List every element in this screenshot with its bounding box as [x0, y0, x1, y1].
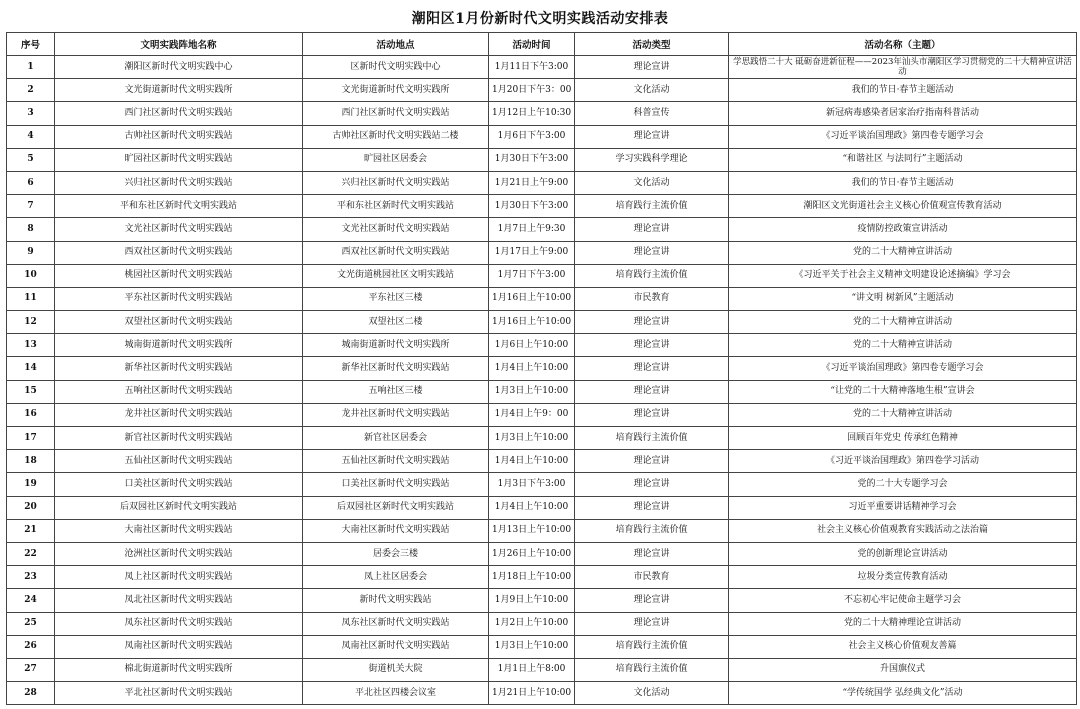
table-row	[7, 682, 1077, 705]
header-time: 活动时间	[489, 33, 575, 56]
cell-location: 凤上社区居委会	[303, 566, 489, 589]
cell-row-index: 10	[7, 264, 55, 287]
cell-venue-name: 古帅社区新时代文明实践站	[55, 125, 303, 148]
cell-venue-name: 龙井社区新时代文明实践站	[55, 403, 303, 426]
cell-venue-name: 新华社区新时代文明实践站	[55, 357, 303, 380]
cell-venue-name: 西门社区新时代文明实践站	[55, 102, 303, 125]
table-header-row	[7, 33, 1077, 56]
cell-activity-name: 《习近平谈治国理政》第四卷专题学习会	[729, 357, 1077, 380]
cell-venue-name: 兴归社区新时代文明实践站	[55, 171, 303, 194]
cell-location: 双望社区二楼	[303, 311, 489, 334]
cell-location: 文光社区新时代文明实践站	[303, 218, 489, 241]
table-row	[7, 380, 1077, 403]
cell-row-index: 9	[7, 241, 55, 264]
cell-activity-type: 理论宣讲	[575, 218, 729, 241]
cell-activity-name: 《习近平谈治国理政》第四卷学习活动	[729, 450, 1077, 473]
cell-activity-type: 理论宣讲	[575, 125, 729, 148]
cell-activity-type: 文化活动	[575, 79, 729, 102]
cell-time: 1月1日上午8:00	[489, 658, 575, 681]
cell-activity-name: 党的二十大精神理论宣讲活动	[729, 612, 1077, 635]
cell-row-index: 24	[7, 589, 55, 612]
table-row	[7, 125, 1077, 148]
cell-time: 1月30日下午3:00	[489, 148, 575, 171]
cell-activity-name: 党的二十大精神宣讲活动	[729, 241, 1077, 264]
cell-venue-name: 五响社区新时代文明实践站	[55, 380, 303, 403]
cell-row-index: 12	[7, 311, 55, 334]
cell-time: 1月4日上午10:00	[489, 357, 575, 380]
cell-location: 新时代文明实践站	[303, 589, 489, 612]
cell-activity-type: 培育践行主流价值	[575, 519, 729, 542]
cell-activity-name: 学思践悟二十大 砥砺奋进新征程——2023年汕头市潮阳区学习贯彻党的二十大精神宣讲活动	[729, 56, 1077, 79]
header-venue-name: 文明实践阵地名称	[55, 33, 303, 56]
cell-location: 文光街道桃园社区文明实践站	[303, 264, 489, 287]
header-activity-type: 活动类型	[575, 33, 729, 56]
cell-activity-name: 社会主义核心价值观教育实践活动之法治篇	[729, 519, 1077, 542]
table-row	[7, 658, 1077, 681]
cell-location: 五响社区三楼	[303, 380, 489, 403]
cell-row-index: 11	[7, 287, 55, 310]
cell-time: 1月21日上午9:00	[489, 171, 575, 194]
table-row	[7, 334, 1077, 357]
cell-location: 兴归社区新时代文明实践站	[303, 171, 489, 194]
cell-row-index: 3	[7, 102, 55, 125]
cell-location: 新华社区新时代文明实践站	[303, 357, 489, 380]
cell-venue-name: 口美社区新时代文明实践站	[55, 473, 303, 496]
cell-activity-type: 文化活动	[575, 682, 729, 705]
cell-activity-type: 市民教育	[575, 287, 729, 310]
cell-row-index: 19	[7, 473, 55, 496]
table-row	[7, 79, 1077, 102]
cell-activity-name: 党的二十大精神宣讲活动	[729, 403, 1077, 426]
cell-row-index: 17	[7, 427, 55, 450]
cell-activity-type: 学习实践科学理论	[575, 148, 729, 171]
cell-time: 1月2日上午10:00	[489, 612, 575, 635]
cell-row-index: 14	[7, 357, 55, 380]
cell-time: 1月20日下午3：00	[489, 79, 575, 102]
table-row	[7, 357, 1077, 380]
cell-row-index: 4	[7, 125, 55, 148]
table-row	[7, 264, 1077, 287]
cell-activity-type: 科普宣传	[575, 102, 729, 125]
cell-time: 1月12日上午10:30	[489, 102, 575, 125]
table-row	[7, 612, 1077, 635]
cell-time: 1月11日下午3:00	[489, 56, 575, 79]
cell-time: 1月16日上午10:00	[489, 287, 575, 310]
cell-venue-name: 桃园社区新时代文明实践站	[55, 264, 303, 287]
cell-row-index: 20	[7, 496, 55, 519]
cell-time: 1月16日上午10:00	[489, 311, 575, 334]
cell-activity-name: 不忘初心牢记使命主题学习会	[729, 589, 1077, 612]
cell-row-index: 28	[7, 682, 55, 705]
header-location: 活动地点	[303, 33, 489, 56]
cell-activity-type: 培育践行主流价值	[575, 195, 729, 218]
cell-venue-name: 大南社区新时代文明实践站	[55, 519, 303, 542]
cell-row-index: 16	[7, 403, 55, 426]
cell-time: 1月3日下午3:00	[489, 473, 575, 496]
cell-row-index: 27	[7, 658, 55, 681]
cell-time: 1月6日上午10:00	[489, 334, 575, 357]
cell-row-index: 5	[7, 148, 55, 171]
cell-time: 1月30日下午3:00	[489, 195, 575, 218]
table-row	[7, 311, 1077, 334]
table-row	[7, 542, 1077, 565]
cell-location: 平北社区四楼会议室	[303, 682, 489, 705]
cell-location: 街道机关大院	[303, 658, 489, 681]
table-row	[7, 566, 1077, 589]
cell-time: 1月9日上午10:00	[489, 589, 575, 612]
cell-location: 五仙社区新时代文明实践站	[303, 450, 489, 473]
cell-location: 平东社区三楼	[303, 287, 489, 310]
cell-venue-name: 新官社区新时代文明实践站	[55, 427, 303, 450]
cell-activity-type: 理论宣讲	[575, 56, 729, 79]
cell-row-index: 22	[7, 542, 55, 565]
table-body	[7, 56, 1077, 705]
cell-row-index: 8	[7, 218, 55, 241]
table-row	[7, 427, 1077, 450]
table-row	[7, 473, 1077, 496]
cell-activity-type: 理论宣讲	[575, 241, 729, 264]
cell-location: 西门社区新时代文明实践站	[303, 102, 489, 125]
cell-location: 文光街道新时代文明实践所	[303, 79, 489, 102]
cell-location: 口美社区新时代文明实践站	[303, 473, 489, 496]
cell-time: 1月3日上午10:00	[489, 380, 575, 403]
cell-activity-type: 理论宣讲	[575, 403, 729, 426]
cell-row-index: 15	[7, 380, 55, 403]
table-row	[7, 218, 1077, 241]
cell-activity-type: 培育践行主流价值	[575, 264, 729, 287]
cell-venue-name: 平东社区新时代文明实践站	[55, 287, 303, 310]
table-row	[7, 102, 1077, 125]
cell-venue-name: 城南街道新时代文明实践所	[55, 334, 303, 357]
cell-row-index: 21	[7, 519, 55, 542]
cell-time: 1月21日上午10:00	[489, 682, 575, 705]
schedule-table	[6, 32, 1077, 705]
table-row	[7, 287, 1077, 310]
table-row	[7, 403, 1077, 426]
cell-venue-name: 平北社区新时代文明实践站	[55, 682, 303, 705]
cell-time: 1月4日上午10:00	[489, 496, 575, 519]
cell-time: 1月4日上午10:00	[489, 450, 575, 473]
table-row	[7, 195, 1077, 218]
cell-activity-name: “学传统国学 弘经典文化”活动	[729, 682, 1077, 705]
cell-activity-name: 疫情防控政策宣讲活动	[729, 218, 1077, 241]
cell-venue-name: 凤南社区新时代文明实践站	[55, 635, 303, 658]
cell-location: 城南街道新时代文明实践所	[303, 334, 489, 357]
cell-activity-type: 理论宣讲	[575, 357, 729, 380]
cell-activity-type: 理论宣讲	[575, 589, 729, 612]
cell-location: 区新时代文明实践中心	[303, 56, 489, 79]
cell-activity-name: “让党的二十大精神落地生根”宣讲会	[729, 380, 1077, 403]
cell-time: 1月4日上午9：00	[489, 403, 575, 426]
header-index: 序号	[7, 33, 55, 56]
cell-time: 1月6日下午3:00	[489, 125, 575, 148]
cell-activity-name: 垃圾分类宣传教育活动	[729, 566, 1077, 589]
cell-location: 西双社区新时代文明实践站	[303, 241, 489, 264]
cell-time: 1月7日上午9:30	[489, 218, 575, 241]
cell-row-index: 2	[7, 79, 55, 102]
table-row	[7, 589, 1077, 612]
cell-time: 1月18日上午10:00	[489, 566, 575, 589]
cell-activity-name: 回顾百年党史 传承红色精神	[729, 427, 1077, 450]
cell-location: 后双园社区新时代文明实践站	[303, 496, 489, 519]
cell-time: 1月3日上午10:00	[489, 635, 575, 658]
cell-activity-name: 《习近平谈治国理政》第四卷专题学习会	[729, 125, 1077, 148]
cell-activity-name: “讲文明 树新风”主题活动	[729, 287, 1077, 310]
cell-venue-name: 文光街道新时代文明实践所	[55, 79, 303, 102]
cell-row-index: 23	[7, 566, 55, 589]
table-row	[7, 241, 1077, 264]
cell-activity-name: 党的二十大专题学习会	[729, 473, 1077, 496]
cell-venue-name: 潮阳区新时代文明实践中心	[55, 56, 303, 79]
cell-venue-name: 平和东社区新时代文明实践站	[55, 195, 303, 218]
cell-activity-type: 文化活动	[575, 171, 729, 194]
cell-venue-name: 棉北街道新时代文明实践所	[55, 658, 303, 681]
cell-venue-name: 五仙社区新时代文明实践站	[55, 450, 303, 473]
cell-venue-name: 旷园社区新时代文明实践站	[55, 148, 303, 171]
cell-activity-type: 理论宣讲	[575, 311, 729, 334]
cell-activity-name: 我们的节日·春节主题活动	[729, 79, 1077, 102]
cell-venue-name: 凤东社区新时代文明实践站	[55, 612, 303, 635]
cell-activity-type: 理论宣讲	[575, 473, 729, 496]
cell-activity-name: 新冠病毒感染者居家治疗指南科普活动	[729, 102, 1077, 125]
cell-location: 旷园社区居委会	[303, 148, 489, 171]
cell-time: 1月17日上午9:00	[489, 241, 575, 264]
cell-activity-type: 理论宣讲	[575, 612, 729, 635]
table-row	[7, 56, 1077, 79]
cell-activity-type: 培育践行主流价值	[575, 427, 729, 450]
cell-time: 1月7日下午3:00	[489, 264, 575, 287]
cell-row-index: 25	[7, 612, 55, 635]
cell-venue-name: 后双园社区新时代文明实践站	[55, 496, 303, 519]
cell-row-index: 7	[7, 195, 55, 218]
cell-activity-name: 潮阳区文光街道社会主义核心价值观宣传教育活动	[729, 195, 1077, 218]
cell-activity-type: 理论宣讲	[575, 496, 729, 519]
cell-activity-type: 培育践行主流价值	[575, 635, 729, 658]
cell-venue-name: 凤北社区新时代文明实践站	[55, 589, 303, 612]
cell-activity-name: 党的二十大精神宣讲活动	[729, 311, 1077, 334]
cell-location: 龙井社区新时代文明实践站	[303, 403, 489, 426]
cell-venue-name: 凤上社区新时代文明实践站	[55, 566, 303, 589]
cell-activity-type: 理论宣讲	[575, 542, 729, 565]
cell-row-index: 26	[7, 635, 55, 658]
table-row	[7, 148, 1077, 171]
cell-time: 1月26日上午10:00	[489, 542, 575, 565]
header-activity-name: 活动名称（主题）	[729, 33, 1077, 56]
table-row	[7, 496, 1077, 519]
table-row	[7, 171, 1077, 194]
page-title: 潮阳区1月份新时代文明实践活动安排表	[411, 11, 669, 27]
cell-time: 1月3日上午10:00	[489, 427, 575, 450]
cell-venue-name: 沧洲社区新时代文明实践站	[55, 542, 303, 565]
cell-activity-type: 市民教育	[575, 566, 729, 589]
table-row	[7, 519, 1077, 542]
cell-row-index: 6	[7, 171, 55, 194]
cell-location: 凤南社区新时代文明实践站	[303, 635, 489, 658]
cell-venue-name: 双望社区新时代文明实践站	[55, 311, 303, 334]
cell-row-index: 13	[7, 334, 55, 357]
cell-activity-type: 理论宣讲	[575, 450, 729, 473]
cell-time: 1月13日上午10:00	[489, 519, 575, 542]
cell-activity-name: 党的二十大精神宣讲活动	[729, 334, 1077, 357]
cell-row-index: 18	[7, 450, 55, 473]
cell-location: 大南社区新时代文明实践站	[303, 519, 489, 542]
table-row	[7, 635, 1077, 658]
cell-location: 居委会三楼	[303, 542, 489, 565]
cell-activity-name: 我们的节日·春节主题活动	[729, 171, 1077, 194]
cell-activity-type: 理论宣讲	[575, 334, 729, 357]
cell-venue-name: 西双社区新时代文明实践站	[55, 241, 303, 264]
cell-activity-type: 培育践行主流价值	[575, 658, 729, 681]
cell-activity-name: “和谐社区 与法同行”主题活动	[729, 148, 1077, 171]
cell-activity-type: 理论宣讲	[575, 380, 729, 403]
cell-location: 平和东社区新时代文明实践站	[303, 195, 489, 218]
cell-activity-name: 社会主义核心价值观友善篇	[729, 635, 1077, 658]
cell-row-index: 1	[7, 56, 55, 79]
table-row	[7, 450, 1077, 473]
cell-activity-name: 习近平重要讲话精神学习会	[729, 496, 1077, 519]
cell-location: 古帅社区新时代文明实践站二楼	[303, 125, 489, 148]
cell-activity-name: 《习近平关于社会主义精神文明建设论述摘编》学习会	[729, 264, 1077, 287]
cell-location: 新官社区居委会	[303, 427, 489, 450]
cell-location: 凤东社区新时代文明实践站	[303, 612, 489, 635]
cell-venue-name: 文光社区新时代文明实践站	[55, 218, 303, 241]
cell-activity-name: 升国旗仪式	[729, 658, 1077, 681]
cell-activity-name: 党的创新理论宣讲活动	[729, 542, 1077, 565]
